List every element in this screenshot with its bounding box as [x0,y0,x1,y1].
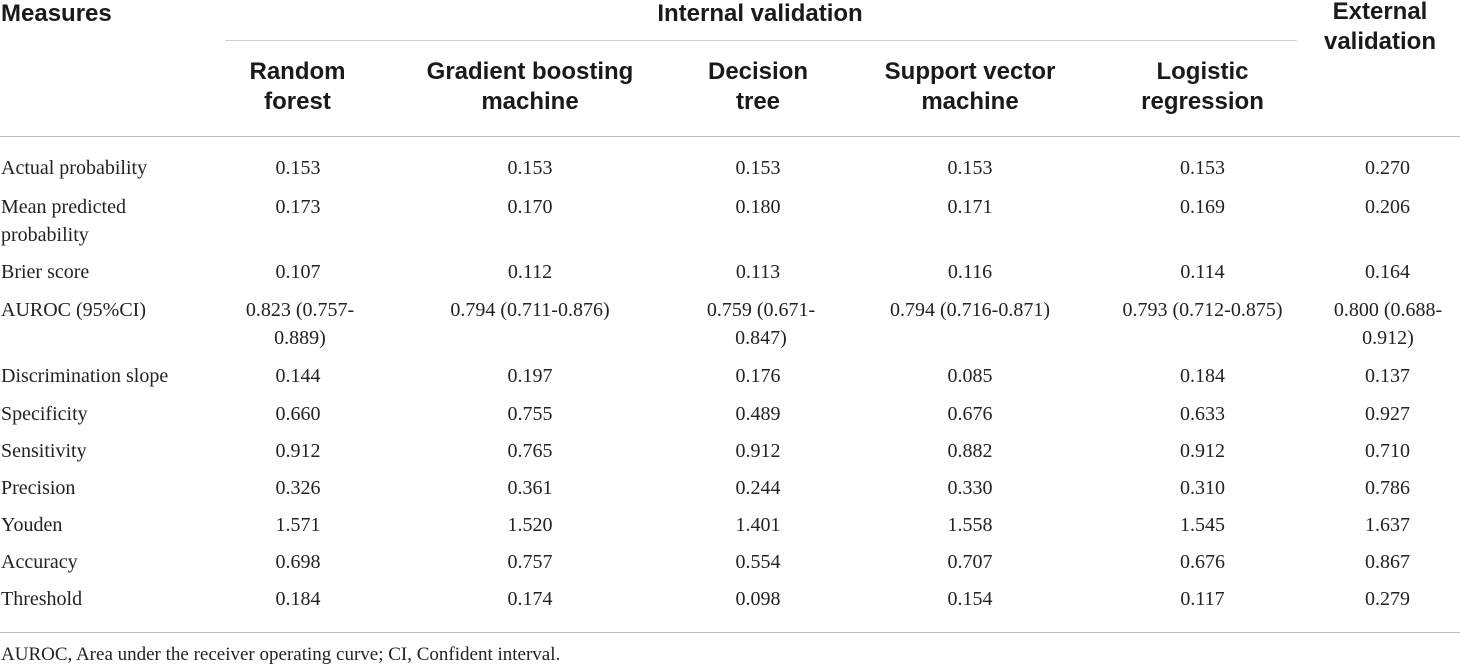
cell-value: 0.153 [507,157,553,179]
cell-value: 0.112 [507,261,553,283]
cell-value: 0.085 [947,365,993,387]
cell-value: 0.710 [1365,440,1410,462]
table-footnote: AUROC, Area under the receiver operating curve; CI, Confident interval. [1,644,561,665]
cell-value: 0.794 (0.716-0.871) [890,299,1050,321]
cell-value: 1.520 [507,514,553,536]
cell-value: 0.184 [275,588,321,610]
cell-value: 0.554 [735,551,781,573]
cell-value: 0.698 [275,551,321,573]
row-label: Actual probability [1,157,148,179]
row-label: AUROC (95%CI) [1,299,146,321]
col-header-gradient-boosting: Gradient boosting machine [426,58,634,115]
cell-value: 1.637 [1365,514,1410,536]
cell-value: 0.361 [507,477,553,499]
cell-value: 0.330 [947,477,993,499]
cell-value: 0.800 (0.688-0.912) [1333,299,1443,349]
cell-value: 0.176 [735,365,781,387]
cell-value: 0.279 [1365,588,1410,610]
internal-validation-header: Internal validation [657,0,863,27]
cell-value: 0.912 [1180,440,1225,462]
row-label: Mean predicted probability [1,196,126,246]
cell-value: 0.153 [275,157,321,179]
cell-value: 0.786 [1365,477,1410,499]
header-bottom-rule [0,136,1460,137]
col-header-support-vector: Support vector machine [884,58,1056,115]
row-label: Accuracy [1,551,78,573]
cell-value: 0.164 [1365,261,1410,283]
cell-value: 0.765 [507,440,553,462]
row-label: Sensitivity [1,440,87,462]
internal-group-rule [225,40,1297,41]
cell-value: 0.153 [947,157,993,179]
cell-value: 0.107 [275,261,321,283]
cell-value: 0.912 [735,440,781,462]
cell-value: 0.676 [1180,551,1225,573]
cell-value: 0.117 [1180,588,1225,610]
cell-value: 0.116 [947,261,993,283]
row-label: Precision [1,477,76,499]
cell-value: 1.545 [1180,514,1225,536]
cell-value: 0.660 [275,403,321,425]
cell-value: 0.114 [1180,261,1225,283]
cell-value: 0.174 [507,588,553,610]
cell-value: 0.707 [947,551,993,573]
table-bottom-rule [0,632,1460,633]
cell-value: 0.169 [1180,196,1225,218]
cell-value: 0.098 [735,588,781,610]
row-label: Specificity [1,403,88,425]
cell-value: 0.676 [947,403,993,425]
cell-value: 0.270 [1365,157,1410,179]
col-header-decision-tree: Decision tree [707,58,809,115]
cell-value: 1.401 [735,514,781,536]
cell-value: 0.823 (0.757-0.889) [245,299,355,349]
cell-value: 0.489 [735,403,781,425]
cell-value: 0.912 [275,440,321,462]
row-label: Discrimination slope [1,365,169,387]
cell-value: 0.171 [947,196,993,218]
cell-value: 0.184 [1180,365,1225,387]
cell-value: 0.793 (0.712-0.875) [1122,299,1283,321]
cell-value: 1.571 [275,514,321,536]
measures-header: Measures [1,0,112,27]
cell-value: 0.113 [735,261,781,283]
cell-value: 1.558 [947,514,993,536]
col-header-logistic-regression: Logistic regression [1141,58,1264,115]
cell-value: 0.180 [735,196,781,218]
cell-value: 0.154 [947,588,993,610]
col-header-random-forest: Random forest [249,58,346,115]
cell-value: 0.137 [1365,365,1410,387]
row-label: Brier score [1,261,90,283]
cell-value: 0.153 [1180,157,1225,179]
cell-value: 0.326 [275,477,321,499]
row-label: Youden [1,514,63,536]
cell-value: 0.755 [507,403,553,425]
cell-value: 0.173 [275,196,321,218]
row-label: Threshold [1,588,83,610]
cell-value: 0.867 [1365,551,1410,573]
cell-value: 0.170 [507,196,553,218]
cell-value: 0.759 (0.671-0.847) [706,299,816,349]
cell-value: 0.633 [1180,403,1225,425]
cell-value: 0.206 [1365,196,1410,218]
cell-value: 0.882 [947,440,993,462]
cell-value: 0.757 [507,551,553,573]
external-validation-header: External validation [1323,0,1437,55]
cell-value: 0.197 [507,365,553,387]
cell-value: 0.927 [1365,403,1410,425]
cell-value: 0.794 (0.711-0.876) [450,299,610,321]
cell-value: 0.153 [735,157,781,179]
cell-value: 0.310 [1180,477,1225,499]
cell-value: 0.144 [275,365,321,387]
cell-value: 0.244 [735,477,781,499]
